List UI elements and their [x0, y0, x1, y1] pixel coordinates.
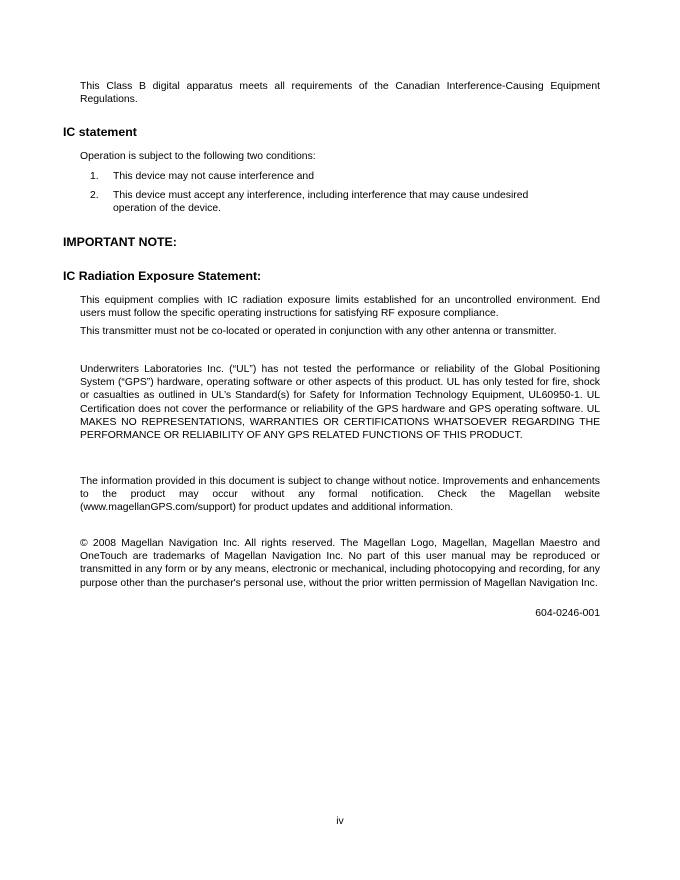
list-item-number: 2.: [90, 190, 99, 201]
important-note-heading: IMPORTANT NOTE:: [63, 235, 177, 249]
copyright-statement: © 2008 Magellan Navigation Inc. All rights reserved. The Magellan Logo, Magellan, Magellan Maestro and OneTouch are trademarks of Magellan Navigation Inc. No part of this user manual may be reproduced or transmitted in any form or by any means, electronic or mechanical, including photocopying and recording, for any purpose other than the purchaser's personal use, without the prior written permission of Magellan Navigation Inc.: [80, 538, 600, 589]
class-b-statement: This Class B digital apparatus meets all requirements of the Canadian Interference-Causing Equipment Regulations.: [80, 81, 600, 106]
list-item-text: This device may not cause interference and: [113, 171, 314, 182]
ic-radiation-paragraph-2: This transmitter must not be co-located or operated in conjunction with any other antenna or transmitter.: [80, 326, 557, 337]
page-number: iv: [336, 816, 344, 827]
ic-radiation-paragraph-1: This equipment complies with IC radiation exposure limits established for an uncontrolled environment. End users must follow the specific operating instructions for satisfying RF exposure compliance.: [80, 295, 600, 320]
ul-statement: Underwriters Laboratories Inc. (“UL”) has not tested the performance or reliability of the Global Positioning System (“GPS”) hardware, operating software or other aspects of this product. UL has only tested for fire, shock or casualties as outlined in UL’s Standard(s) for Safety for Information Technology Equipment, UL60950-1. UL Certification does not cover the performance or reliability of the GPS hardware and GPS operating software. UL MAKES NO REPRESENTATIONS, WARRANTIES OR CERTIFICATIONS WHATSOEVER REGARDING THE PERFORMANCE OR RELIABILITY OF ANY GPS RELATED FUNCTIONS OF THIS PRODUCT.: [80, 364, 600, 442]
ic-statement-intro: Operation is subject to the following two conditions:: [80, 151, 316, 162]
ic-statement-heading: IC statement: [63, 125, 137, 139]
list-item-text: This device must accept any interference, including interference that may cause undesired operation of the device.: [113, 190, 529, 215]
document-number: 604-0246-001: [535, 608, 600, 619]
info-statement: The information provided in this document is subject to change without notice. Improvements and enhancements to the product may occur without any formal notification. Check the Magellan website (www.magellanGPS.com/support) for product updates and additional information.: [80, 476, 600, 514]
list-item-number: 1.: [90, 171, 99, 182]
ic-radiation-heading: IC Radiation Exposure Statement:: [63, 269, 262, 283]
